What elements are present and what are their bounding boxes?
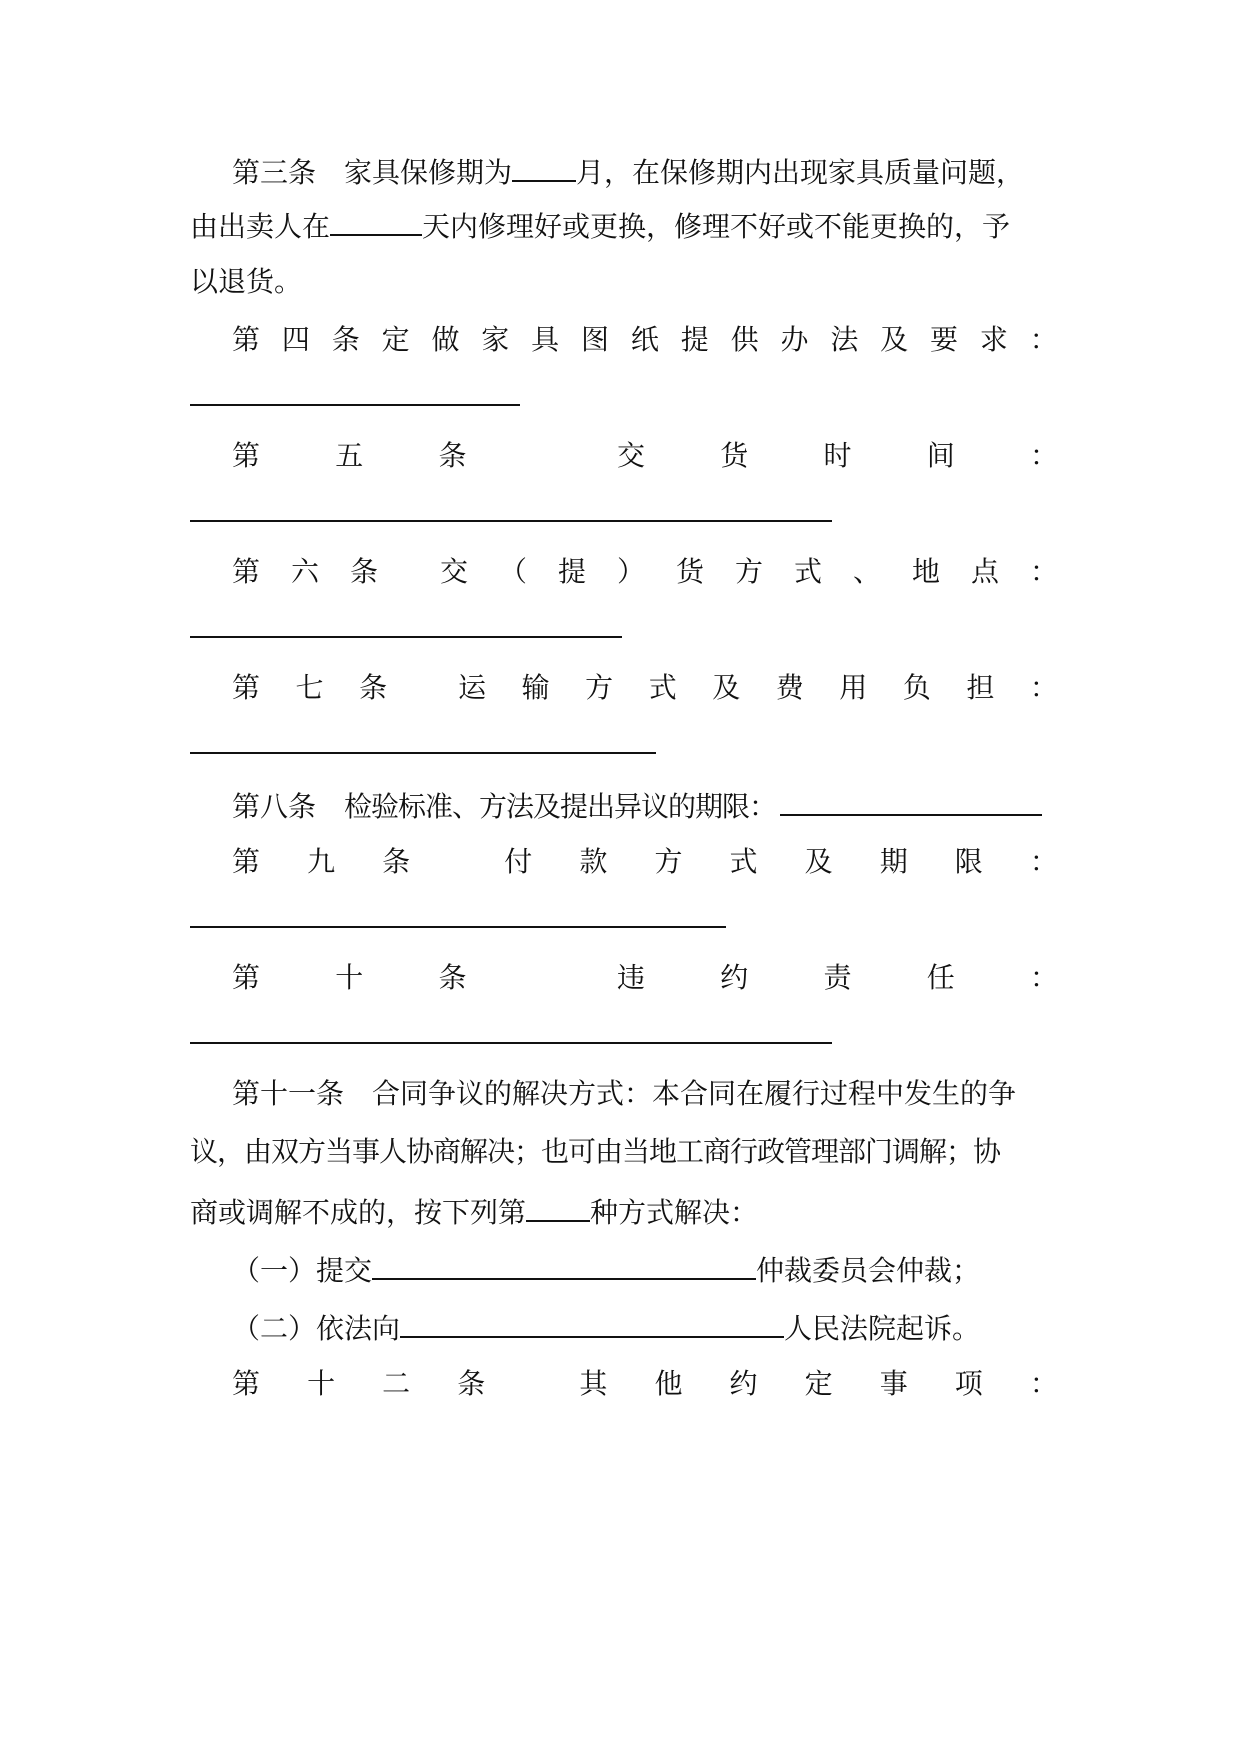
article-4-char: 条 <box>331 323 360 356</box>
article-7-char: 负 <box>902 671 931 704</box>
article-11-number: 第十一条 <box>232 1077 345 1110</box>
article-12-char: ： <box>1029 1367 1058 1400</box>
article-7-char: 担 <box>966 671 995 704</box>
article-4-char: 办 <box>780 323 809 356</box>
option-1-suffix: 仲裁委员会仲裁； <box>756 1254 981 1287</box>
article-5-char: 第 <box>232 439 261 472</box>
article-7-answer-line[interactable] <box>190 752 656 754</box>
article-9-char: 款 <box>579 845 608 878</box>
article-6-char: 式 <box>793 555 822 588</box>
article-9-char: 式 <box>729 845 758 878</box>
article-7-char: 费 <box>775 671 804 704</box>
article-6-char: ） <box>616 555 645 588</box>
article-5-char: 条 <box>438 439 467 472</box>
resolution-method-blank[interactable] <box>526 1190 590 1222</box>
article-11-text-b: 商或调解不成的，按下列第 <box>190 1196 527 1229</box>
article-5-heading <box>232 436 1058 476</box>
article-5-answer-line[interactable] <box>190 520 832 522</box>
article-12-char: 其 <box>579 1367 608 1400</box>
article-3-text-c: 由出卖人在 <box>190 210 331 243</box>
warranty-months-blank[interactable] <box>512 150 576 182</box>
article-6-char: 交 <box>439 555 468 588</box>
article-7-char: 用 <box>839 671 868 704</box>
article-12-heading <box>232 1364 1058 1404</box>
article-4-char: 要 <box>930 323 959 356</box>
article-11-text-a: 合同争议的解决方式：本合同在履行过程中发生的争 <box>372 1077 1017 1110</box>
article-10-char: 责 <box>823 961 852 994</box>
article-9-char: ： <box>1029 845 1058 878</box>
article-3-text-d: 天内修理好或更换，修理不好或不能更换的，予 <box>422 210 1011 243</box>
article-10-char: 约 <box>720 961 749 994</box>
article-5-char: 时 <box>823 439 852 472</box>
article-12-char: 事 <box>879 1367 908 1400</box>
article-8-text: 检验标准、方法及提出异议的期限： <box>344 790 777 823</box>
article-12-char: 第 <box>232 1367 261 1400</box>
article-8-answer-line[interactable] <box>780 784 1042 816</box>
article-11-line-2: 议，由双方当事人协商解决；也可由当地工商行政管理部门调解；协 <box>190 1135 1001 1168</box>
article-10-answer-line[interactable] <box>190 1042 832 1044</box>
article-6-char: 点 <box>970 555 999 588</box>
option-2-prefix: （二）依法向 <box>232 1312 401 1345</box>
article-11-line-1 <box>232 1074 1058 1114</box>
article-8-line <box>232 784 1058 824</box>
article-7-heading <box>232 668 1058 708</box>
article-4-char: 法 <box>830 323 859 356</box>
article-6-char: 货 <box>675 555 704 588</box>
article-12-char: 约 <box>729 1367 758 1400</box>
article-9-char: 方 <box>654 845 683 878</box>
article-11-option-2 <box>232 1306 1058 1346</box>
article-7-char: 条 <box>359 671 388 704</box>
article-10-char: 条 <box>438 961 467 994</box>
article-7-char: 第 <box>232 671 261 704</box>
article-4-char: 定 <box>381 323 410 356</box>
article-3-line-1 <box>232 150 1058 190</box>
article-4-char: 求 <box>979 323 1008 356</box>
article-3-line-3: 以退货。 <box>190 265 303 298</box>
article-12-char: 项 <box>954 1367 983 1400</box>
article-6-char: 、 <box>852 555 881 588</box>
article-9-char: 付 <box>504 845 533 878</box>
article-7-char: ： <box>1029 671 1058 704</box>
article-6-char: 提 <box>557 555 586 588</box>
court-name-blank[interactable] <box>400 1306 784 1338</box>
article-5-char: 间 <box>926 439 955 472</box>
article-6-char: 条 <box>350 555 379 588</box>
article-7-char: 及 <box>712 671 741 704</box>
article-12-char: 十 <box>307 1367 336 1400</box>
article-5-char: 五 <box>335 439 364 472</box>
article-7-char: 方 <box>585 671 614 704</box>
article-10-char: ： <box>1029 961 1058 994</box>
article-3-text-a: 家具保修期为 <box>344 156 513 189</box>
article-4-answer-line[interactable] <box>190 404 520 406</box>
article-12-char: 二 <box>382 1367 411 1400</box>
article-8-number: 第八条 <box>232 790 317 823</box>
article-5-char: 交 <box>616 439 645 472</box>
article-10-char: 第 <box>232 961 261 994</box>
article-7-char: 输 <box>521 671 550 704</box>
article-10-char: 任 <box>926 961 955 994</box>
article-4-char: 提 <box>680 323 709 356</box>
article-6-char: 地 <box>911 555 940 588</box>
article-4-char: 家 <box>481 323 510 356</box>
article-3-number: 第三条 <box>232 156 317 189</box>
article-4-char: 第 <box>232 323 261 356</box>
article-10-heading <box>232 958 1058 998</box>
article-12-char: 定 <box>804 1367 833 1400</box>
article-7-char: 式 <box>648 671 677 704</box>
article-9-char: 期 <box>879 845 908 878</box>
article-4-char: ： <box>1029 323 1058 356</box>
article-9-char: 限 <box>954 845 983 878</box>
article-5-char: ： <box>1029 439 1058 472</box>
article-4-heading <box>232 320 1058 360</box>
article-5-char: 货 <box>720 439 749 472</box>
article-6-char: 第 <box>232 555 261 588</box>
article-9-char: 九 <box>307 845 336 878</box>
article-3-line-2 <box>190 204 1058 244</box>
article-9-answer-line[interactable] <box>190 926 726 928</box>
article-12-char: 他 <box>654 1367 683 1400</box>
article-9-char: 条 <box>382 845 411 878</box>
repair-days-blank[interactable] <box>330 204 422 236</box>
article-9-char: 第 <box>232 845 261 878</box>
option-1-prefix: （一）提交 <box>232 1254 373 1287</box>
article-3-text-b: 月，在保修期内出现家具质量问题， <box>576 156 1025 189</box>
article-12-char: 条 <box>457 1367 486 1400</box>
article-4-char: 纸 <box>630 323 659 356</box>
option-2-suffix: 人民法院起诉。 <box>784 1312 981 1345</box>
article-7-char: 运 <box>458 671 487 704</box>
article-11-line-3 <box>190 1190 1058 1230</box>
article-6-char: 方 <box>734 555 763 588</box>
article-6-answer-line[interactable] <box>190 636 622 638</box>
article-6-char: （ <box>498 555 527 588</box>
article-4-char: 供 <box>730 323 759 356</box>
article-4-char: 图 <box>581 323 610 356</box>
article-4-char: 做 <box>431 323 460 356</box>
article-4-char: 四 <box>281 323 310 356</box>
article-10-char: 违 <box>616 961 645 994</box>
article-9-char: 及 <box>804 845 833 878</box>
arbitration-committee-blank[interactable] <box>372 1248 756 1280</box>
article-4-char: 具 <box>531 323 560 356</box>
article-6-heading <box>232 552 1058 592</box>
article-10-char: 十 <box>335 961 364 994</box>
article-11-option-1 <box>232 1248 1058 1288</box>
article-11-text-c: 种方式解决： <box>590 1196 759 1229</box>
article-9-heading <box>232 842 1058 882</box>
article-6-char: ： <box>1029 555 1058 588</box>
article-4-char: 及 <box>880 323 909 356</box>
article-6-char: 六 <box>291 555 320 588</box>
article-7-char: 七 <box>295 671 324 704</box>
